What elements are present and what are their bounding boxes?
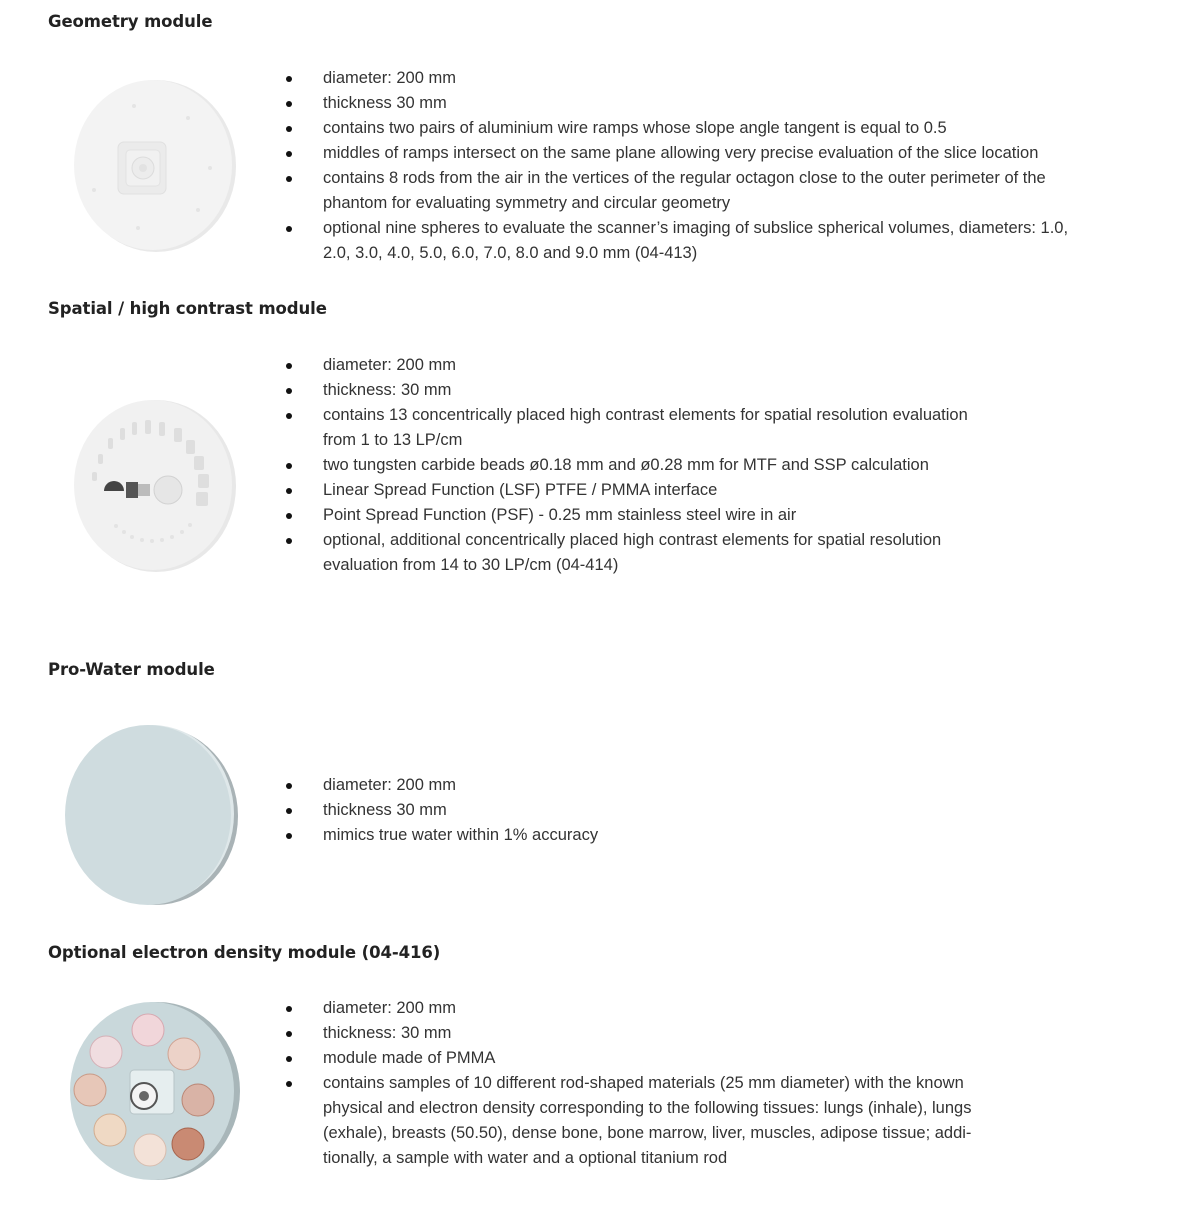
- list-item: optional nine spheres to evaluate the scanner’s imaging of subslice spherical volumes, diameters: 1.0, 2.0, 3.0, 4.0, 5.0, 6.0, 7.0, 8.0 and 9.0 mm (04-413): [286, 216, 1086, 266]
- bullet-icon: [286, 463, 292, 469]
- bullet-icon: [286, 76, 292, 82]
- list-item: thickness 30 mm: [286, 91, 1086, 116]
- bullet-icon: [286, 1006, 292, 1012]
- bullet-icon: [286, 176, 292, 182]
- list-item: diameter: 200 mm: [286, 66, 1086, 91]
- list-item: diameter: 200 mm: [286, 773, 786, 798]
- bullet-icon: [286, 1081, 292, 1087]
- list-item: mimics true water within 1% accuracy: [286, 823, 786, 848]
- list-item: two tungsten carbide beads ø0.18 mm and ø0.28 mm for MTF and SSP calculation: [286, 453, 986, 478]
- list-item: thickness: 30 mm: [286, 378, 986, 403]
- pro-water-module-list: [286, 773, 786, 848]
- electron-density-module-heading: Optional electron density module (04-416): [48, 943, 441, 962]
- bullet-icon: [286, 363, 292, 369]
- bullet-icon: [286, 413, 292, 419]
- pro-water-module-image: [62, 724, 242, 908]
- bullet-icon: [286, 388, 292, 394]
- list-item: thickness: 30 mm: [286, 1021, 986, 1046]
- pro-water-module-heading: Pro-Water module: [48, 660, 215, 679]
- list-item: contains 8 rods from the air in the vertices of the regular octagon close to the outer perimeter of the phantom for evaluating symmetry and circular geometry: [286, 166, 1086, 216]
- bullet-icon: [286, 783, 292, 789]
- list-item: Point Spread Function (PSF) - 0.25 mm stainless steel wire in air: [286, 503, 986, 528]
- spatial-module-list: [286, 353, 986, 578]
- bullet-icon: [286, 226, 292, 232]
- list-item: diameter: 200 mm: [286, 996, 986, 1021]
- geometry-module-list: [286, 66, 1086, 266]
- list-item: contains samples of 10 different rod-shaped materials (25 mm diameter) with the known physical and electron density corresponding to the following tissues: lungs (inhale), lungs (exhale), breasts (50.50), dense bone, bone marrow, liver, muscles, adipose tissue; addi-tionally, a sample with water and a optional titanium rod: [286, 1071, 986, 1171]
- bullet-icon: [286, 1031, 292, 1037]
- geometry-module-heading: Geometry module: [48, 12, 213, 31]
- bullet-icon: [286, 101, 292, 107]
- spatial-module-image: [70, 398, 238, 574]
- spatial-module-heading: Spatial / high contrast module: [48, 299, 327, 318]
- bullet-icon: [286, 513, 292, 519]
- bullet-icon: [286, 1056, 292, 1062]
- bullet-icon: [286, 808, 292, 814]
- list-item: contains 13 concentrically placed high contrast elements for spatial resolution evaluation from 1 to 13 LP/cm: [286, 403, 986, 453]
- bullet-icon: [286, 151, 292, 157]
- electron-density-module-list: [286, 996, 986, 1171]
- bullet-icon: [286, 538, 292, 544]
- list-item: diameter: 200 mm: [286, 353, 986, 378]
- list-item: optional, additional concentrically placed high contrast elements for spatial resolution evaluation from 14 to 30 LP/cm (04-414): [286, 528, 986, 578]
- geometry-module-image: [70, 78, 238, 254]
- bullet-icon: [286, 488, 292, 494]
- bullet-icon: [286, 126, 292, 132]
- list-item: Linear Spread Function (LSF) PTFE / PMMA interface: [286, 478, 986, 503]
- list-item: contains two pairs of aluminium wire ramps whose slope angle tangent is equal to 0.5: [286, 116, 1086, 141]
- list-item: thickness 30 mm: [286, 798, 786, 823]
- electron-density-module-image: [66, 1000, 242, 1182]
- list-item: middles of ramps intersect on the same plane allowing very precise evaluation of the slice location: [286, 141, 1086, 166]
- list-item: module made of PMMA: [286, 1046, 986, 1071]
- bullet-icon: [286, 833, 292, 839]
